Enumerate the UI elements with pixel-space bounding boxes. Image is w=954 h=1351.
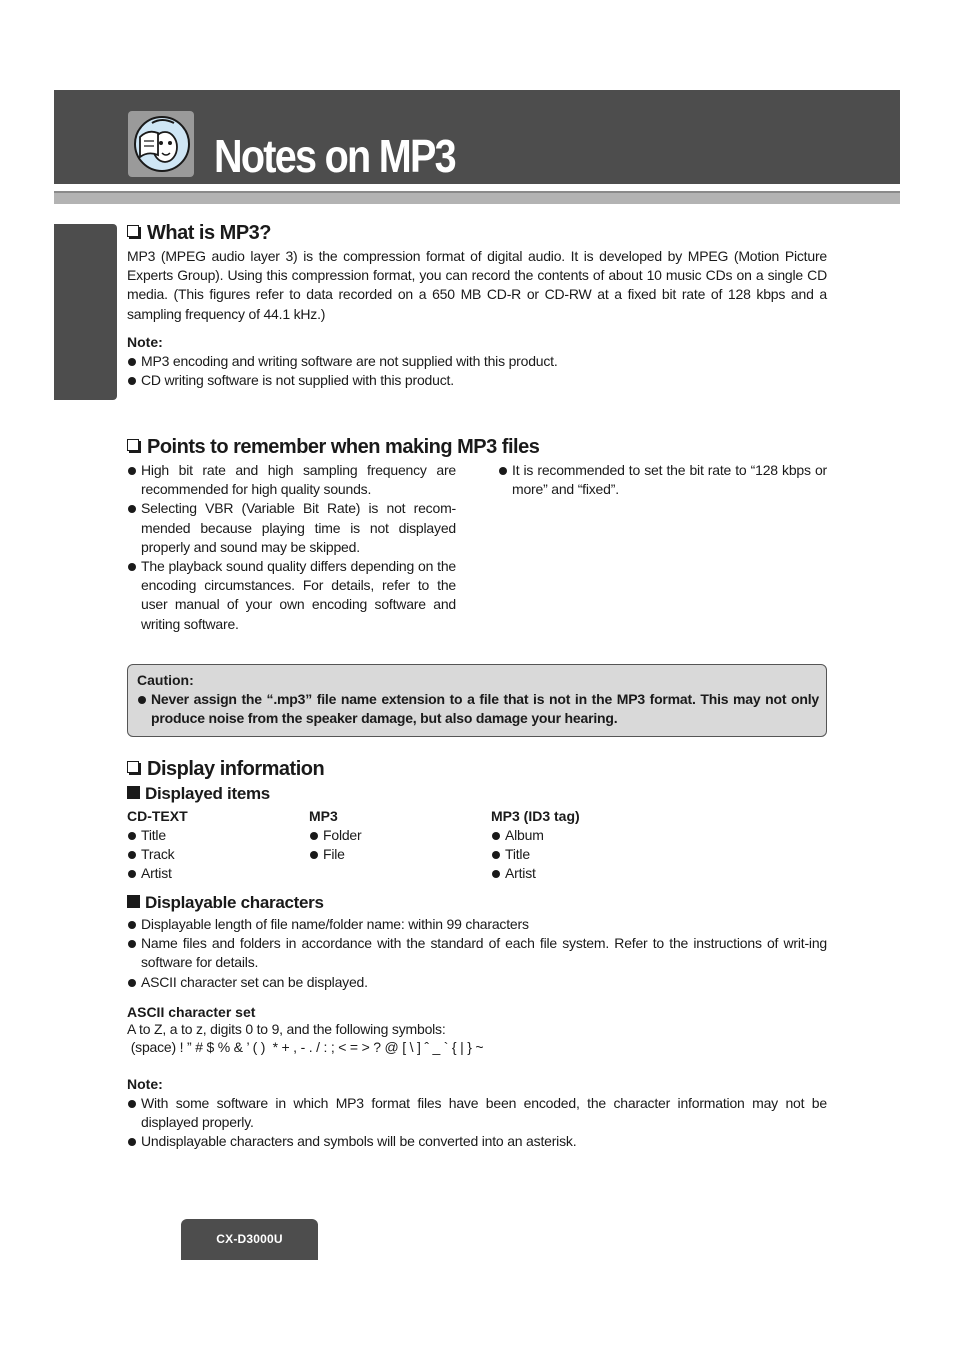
- checkbox-bullet-icon: [127, 439, 139, 451]
- column-heading-mp3: MP3: [309, 808, 338, 824]
- list-item: [127, 826, 297, 845]
- column-heading-id3: MP3 (ID3 tag): [491, 808, 580, 824]
- bullet-icon: [128, 921, 136, 929]
- square-bullet-icon: [127, 895, 140, 908]
- section-heading-what-is-mp3: [127, 221, 271, 245]
- bullet-icon: [128, 851, 136, 859]
- list-item: [127, 499, 456, 557]
- bullet-icon: [128, 1138, 136, 1146]
- list-item: [127, 973, 827, 992]
- list-item-text: Artist: [141, 865, 172, 882]
- caution-text-body: Never assign the “.mp3” file name extension to a file that is not in the MP3 format. This may not only produce noise from the speaker damage, but also damage your hearing.: [151, 691, 819, 727]
- list-item-text: It is recommended to set the bit rate to “128 kbps or more” and “fixed”.: [512, 462, 827, 498]
- bullet-icon: [499, 467, 507, 475]
- sub-heading-displayed-items: [127, 784, 270, 804]
- list-item-text: Title: [141, 827, 166, 843]
- points-left-list: [127, 461, 456, 634]
- bullet-icon: [128, 1100, 136, 1108]
- header-stripe: [54, 191, 900, 204]
- list-item: [127, 461, 456, 499]
- section-heading-text: What is MP3?: [147, 222, 272, 244]
- bullet-icon: [128, 979, 136, 987]
- bullet-icon: [128, 832, 136, 840]
- section-heading-points: [127, 435, 539, 459]
- list-item: [491, 845, 661, 864]
- list-item-text: File: [323, 846, 345, 863]
- note-list: [127, 352, 827, 390]
- sub-heading-displayable-characters: [127, 893, 324, 913]
- list-item-text: CD writing software is not supplied with this product.: [141, 372, 454, 389]
- bullet-icon: [128, 377, 136, 385]
- list-item: [127, 864, 297, 883]
- list-item: [127, 352, 827, 371]
- mp3-character-icon: [128, 111, 194, 177]
- ascii-line-2: (space) ! ” # $ % & ’ ( ) * + , - . / : ; < = > ? @ [ \ ] ˆ _ ` { | } ~: [127, 1039, 484, 1055]
- sub-heading-text: Displayed items: [145, 784, 270, 803]
- list-item-text: Title: [505, 846, 530, 863]
- list-item-text: Selecting VBR (Variable Bit Rate) is not recom-mended because playing time is not displayed properly and sound may be skipped.: [141, 500, 456, 555]
- bullet-icon: [128, 505, 136, 513]
- list-item-text: Track: [141, 846, 175, 863]
- note-label: Note:: [127, 334, 163, 350]
- caution-label: Caution:: [137, 672, 194, 688]
- list-item: [491, 864, 661, 883]
- sub-heading-text: Displayable characters: [145, 893, 324, 912]
- id3-list: [491, 826, 661, 884]
- list-item: [309, 845, 479, 864]
- bullet-icon: [128, 563, 136, 571]
- list-item-text: Album: [505, 827, 544, 843]
- list-item: [127, 1132, 827, 1151]
- list-item: [127, 371, 827, 390]
- note-label: Note:: [127, 1076, 163, 1092]
- square-bullet-icon: [127, 786, 140, 799]
- bullet-icon: [128, 940, 136, 948]
- list-item: [127, 934, 827, 972]
- bullet-icon: [492, 870, 500, 878]
- ascii-label: ASCII character set: [127, 1004, 256, 1020]
- list-item: [498, 461, 827, 499]
- bullet-icon: [138, 696, 146, 704]
- bullet-icon: [310, 832, 318, 840]
- list-item: [127, 845, 297, 864]
- section-heading-text: Display information: [147, 758, 325, 780]
- cd-text-list: [127, 826, 297, 884]
- section-heading-text: Points to remember when making MP3 files: [147, 436, 540, 458]
- list-item-text: Displayable length of file name/folder name: within 99 characters: [141, 916, 529, 932]
- list-item: [127, 915, 827, 934]
- caution-box: [127, 664, 827, 737]
- list-item: [127, 1094, 827, 1132]
- points-right-list: [498, 461, 827, 499]
- list-item-text: Undisplayable characters and symbols will be converted into an asterisk.: [141, 1133, 577, 1150]
- bullet-icon: [310, 851, 318, 859]
- displayable-chars-list: [127, 915, 827, 992]
- list-item-text: High bit rate and high sampling frequency are recommended for high quality sounds.: [141, 462, 456, 498]
- list-item-text: With some software in which MP3 format files have been encoded, the character information may not be displayed properly.: [141, 1095, 827, 1131]
- bullet-icon: [128, 467, 136, 475]
- section-heading-display-info: [127, 757, 324, 781]
- bullet-icon: [492, 832, 500, 840]
- caution-text: [137, 690, 819, 728]
- list-item: [309, 826, 479, 845]
- list-item-text: Folder: [323, 827, 362, 843]
- bullet-icon: [128, 870, 136, 878]
- ascii-line-1: A to Z, a to z, digits 0 to 9, and the following symbols:: [127, 1021, 446, 1037]
- what-is-mp3-body: MP3 (MPEG audio layer 3) is the compression format of digital audio. It is developed by MPEG (Motion Picture Experts Group). Using this compression format, you can record the contents of about 10 music CDs on a single CD media. (This figures refer to data recorded on a 650 MB CD-R or CD-RW at a fixed bit rate of 128 kbps and a sampling frequency of 44.1 kHz.): [127, 248, 827, 322]
- list-item: [491, 826, 661, 845]
- list-item-text: Artist: [505, 865, 536, 882]
- checkbox-bullet-icon: [127, 761, 139, 773]
- list-item-text: Name files and folders in accordance with the standard of each file system. Refer to the instructions of writ-ing software for details.: [141, 935, 827, 971]
- column-heading-cd-text: CD-TEXT: [127, 808, 188, 824]
- footer-model-tab: CX-D3000U: [181, 1219, 318, 1260]
- list-item: [127, 557, 456, 634]
- list-item-text: ASCII character set can be displayed.: [141, 973, 368, 990]
- mp3-list: [309, 826, 479, 864]
- display-notes-list: [127, 1094, 827, 1152]
- bullet-icon: [492, 851, 500, 859]
- bullet-icon: [128, 358, 136, 366]
- list-item-text: The playback sound quality differs depending on the encoding circumstances. For details, refer to the user manual of your own encoding software and writing software.: [141, 558, 456, 632]
- list-item-text: MP3 encoding and writing software are not supplied with this product.: [141, 353, 558, 369]
- side-tab: [54, 224, 117, 400]
- page-title: Notes on MP3: [214, 130, 455, 182]
- checkbox-bullet-icon: [127, 225, 139, 237]
